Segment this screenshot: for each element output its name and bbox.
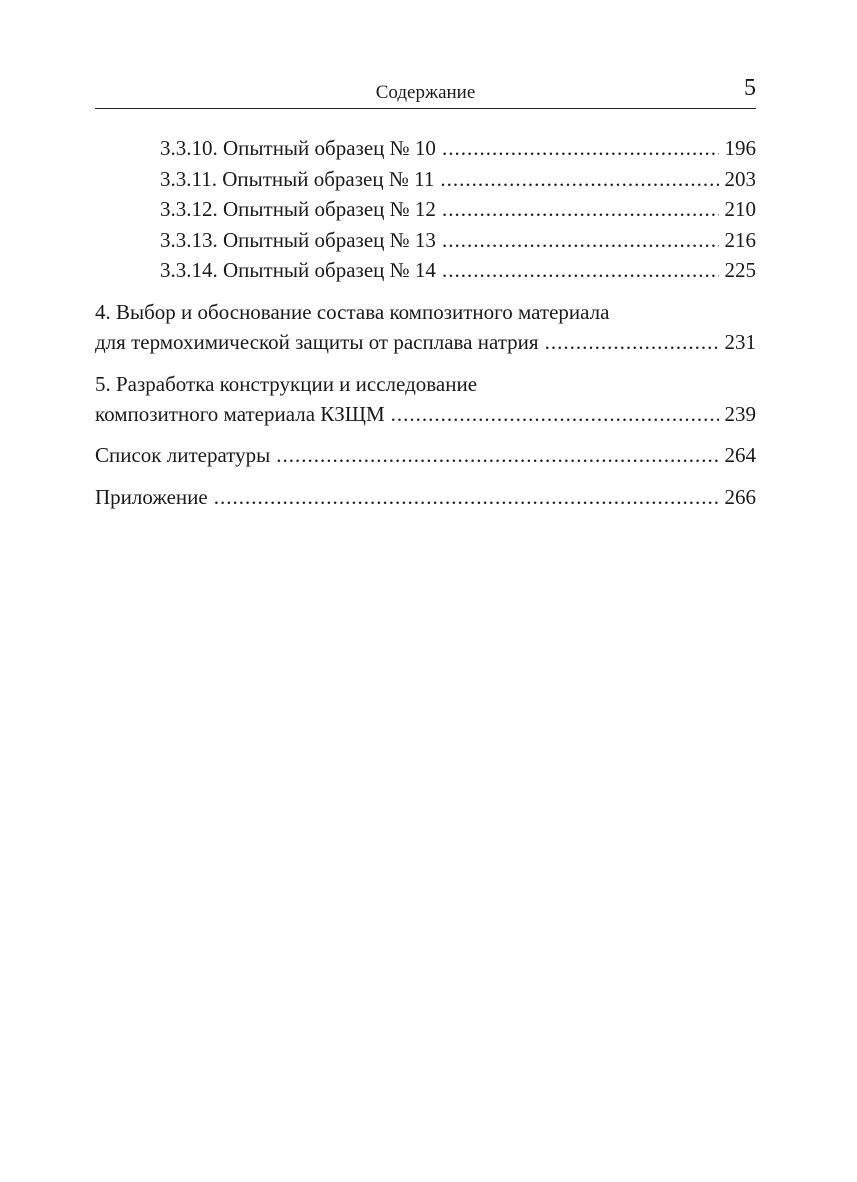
toc-entry-title: Приложение xyxy=(95,485,208,509)
toc-entry-title-line2: композитного материала КЗЩМ xyxy=(95,402,385,426)
header-page-number: 5 xyxy=(744,75,756,101)
dot-leader xyxy=(442,194,719,225)
toc-entry-3-3-14[interactable] xyxy=(95,255,756,286)
toc-entry-page: 216 xyxy=(724,227,756,252)
toc-entry-page: 225 xyxy=(724,258,756,282)
toc-entry-title-line2-row xyxy=(95,399,756,430)
toc-entry-page: 264 xyxy=(724,442,756,467)
dot-leader xyxy=(442,225,719,256)
toc-entry-page: 196 xyxy=(724,136,756,160)
dot-leader xyxy=(276,440,718,471)
toc-entry-page: 266 xyxy=(724,485,756,509)
toc-entry-3-3-13[interactable] xyxy=(95,225,756,256)
toc-entry-3-3-12[interactable] xyxy=(95,194,756,225)
toc-entry-page: 239 xyxy=(724,402,756,426)
toc-entry-title: 3.3.13. Опытный образец № 13 xyxy=(160,227,436,252)
running-header xyxy=(95,75,756,109)
table-of-contents xyxy=(95,133,756,513)
dot-leader xyxy=(545,327,719,358)
toc-entry-title-line2: для термохимической защиты от расплава натрия xyxy=(95,330,539,354)
dot-leader xyxy=(391,399,719,430)
toc-entry-title: 3.3.12. Опытный образец № 12 xyxy=(160,197,436,221)
toc-entry-title-line1: 4. Выбор и обоснование состава композитного материала xyxy=(95,299,610,324)
toc-entry-page: 231 xyxy=(724,330,756,354)
toc-entry-title: 3.3.14. Опытный образец № 14 xyxy=(160,258,436,282)
toc-entry-title-line2-row xyxy=(95,327,756,358)
toc-entry-title-line1: 5. Разработка конструкции и исследование xyxy=(95,371,478,396)
toc-entry-3-3-11[interactable] xyxy=(95,164,756,195)
dot-leader xyxy=(442,133,719,164)
toc-entry-3-3-10[interactable] xyxy=(95,133,756,164)
toc-entry-page: 203 xyxy=(724,166,756,191)
dot-leader xyxy=(442,255,719,286)
toc-entry-chapter-4[interactable] xyxy=(95,297,756,358)
toc-entry-title: 3.3.10. Опытный образец № 10 xyxy=(160,136,436,160)
toc-entry-references[interactable] xyxy=(95,440,756,471)
header-title: Содержание xyxy=(375,82,476,103)
toc-entry-chapter-5[interactable] xyxy=(95,369,756,430)
dot-leader xyxy=(214,482,719,513)
toc-entry-appendix[interactable] xyxy=(95,482,756,513)
toc-entry-page: 210 xyxy=(724,197,756,221)
dot-leader xyxy=(440,164,718,195)
toc-entry-title: 3.3.11. Опытный образец № 11 xyxy=(160,166,435,191)
toc-entry-title: Список литературы xyxy=(95,442,271,467)
